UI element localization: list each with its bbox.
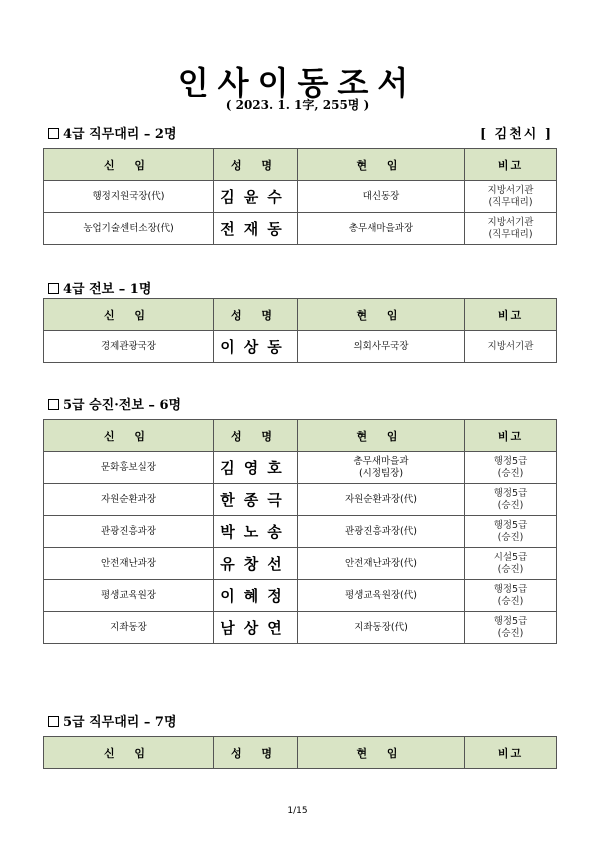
document-title: 인사이동조서 (177, 64, 418, 102)
name-cell: 이상동 (214, 331, 298, 363)
current-post-cell: 지좌동장(代) (298, 612, 465, 644)
new-post-cell: 지좌동장 (44, 612, 214, 644)
header-new-post: 신 임 (44, 737, 214, 769)
table-header-row (44, 737, 557, 769)
header-name: 성 명 (214, 299, 298, 331)
header-note: 비고 (465, 299, 557, 331)
organization-label: [ 김천시 ] (479, 127, 553, 142)
current-post-cell: 안전재난과장(代) (298, 548, 465, 580)
personnel-table (43, 419, 557, 644)
header-name: 성 명 (214, 737, 298, 769)
name-cell: 유창선 (214, 548, 298, 580)
note-cell: 시설5급 (승진) (465, 548, 557, 580)
header-new-post: 신 임 (44, 149, 214, 181)
header-current-post: 현 임 (298, 299, 465, 331)
table-row (44, 331, 557, 363)
header-note: 비고 (465, 737, 557, 769)
section-heading: 4급 전보 – 1명 (48, 278, 151, 297)
table-header-row (44, 149, 557, 181)
new-post-cell: 행정지원국장(代) (44, 181, 214, 213)
note-cell: 행정5급 (승진) (465, 580, 557, 612)
header-current-post: 현 임 (298, 737, 465, 769)
note-cell: 행정5급 (승진) (465, 612, 557, 644)
header-note: 비고 (465, 149, 557, 181)
name-cell: 박노송 (214, 516, 298, 548)
current-post-cell: 관광진흥과장(代) (298, 516, 465, 548)
name-cell: 김영호 (214, 452, 298, 484)
name-cell: 전재동 (214, 213, 298, 245)
header-name: 성 명 (214, 420, 298, 452)
current-post-cell: 총무새마을과장 (298, 213, 465, 245)
header-new-post: 신 임 (44, 420, 214, 452)
current-post-cell: 평생교육원장(代) (298, 580, 465, 612)
header-current-post: 현 임 (298, 149, 465, 181)
current-post-cell: 총무새마을과 (시정팀장) (298, 452, 465, 484)
table-row (44, 213, 557, 245)
note-cell: 행정5급 (승진) (465, 484, 557, 516)
checkbox-square-icon (48, 399, 59, 410)
table-row (44, 484, 557, 516)
header-current-post: 현 임 (298, 420, 465, 452)
name-cell: 김윤수 (214, 181, 298, 213)
table-row (44, 452, 557, 484)
checkbox-square-icon (48, 128, 59, 139)
new-post-cell: 농업기술센터소장(代) (44, 213, 214, 245)
header-name: 성 명 (214, 149, 298, 181)
header-new-post: 신 임 (44, 299, 214, 331)
personnel-table (43, 298, 557, 363)
section-heading: 4급 직무대리 – 2명 (48, 123, 177, 142)
new-post-cell: 문화홍보실장 (44, 452, 214, 484)
header-note: 비고 (465, 420, 557, 452)
name-cell: 남상연 (214, 612, 298, 644)
current-post-cell: 자원순환과장(代) (298, 484, 465, 516)
table-row (44, 516, 557, 548)
document-subtitle: ( 2023. 1. 1字, 255명 ) (225, 98, 370, 112)
new-post-cell: 자원순환과장 (44, 484, 214, 516)
current-post-cell: 의회사무국장 (298, 331, 465, 363)
note-cell: 행정5급 (승진) (465, 452, 557, 484)
table-row (44, 181, 557, 213)
table-header-row (44, 420, 557, 452)
new-post-cell: 안전재난과장 (44, 548, 214, 580)
personnel-table (43, 736, 557, 769)
note-cell: 지방서기관 (직무대리) (465, 181, 557, 213)
page-number: 1/15 (287, 806, 308, 816)
table-row (44, 612, 557, 644)
new-post-cell: 평생교육원장 (44, 580, 214, 612)
note-cell: 지방서기관 (465, 331, 557, 363)
name-cell: 이혜정 (214, 580, 298, 612)
current-post-cell: 대신동장 (298, 181, 465, 213)
name-cell: 한종극 (214, 484, 298, 516)
checkbox-square-icon (48, 283, 59, 294)
section-heading: 5급 직무대리 – 7명 (48, 711, 177, 730)
new-post-cell: 경제관광국장 (44, 331, 214, 363)
new-post-cell: 관광진흥과장 (44, 516, 214, 548)
table-row (44, 548, 557, 580)
checkbox-square-icon (48, 716, 59, 727)
personnel-table (43, 148, 557, 245)
note-cell: 행정5급 (승진) (465, 516, 557, 548)
table-header-row (44, 299, 557, 331)
section-heading: 5급 승진·전보 – 6명 (48, 394, 181, 413)
note-cell: 지방서기관 (직무대리) (465, 213, 557, 245)
table-row (44, 580, 557, 612)
